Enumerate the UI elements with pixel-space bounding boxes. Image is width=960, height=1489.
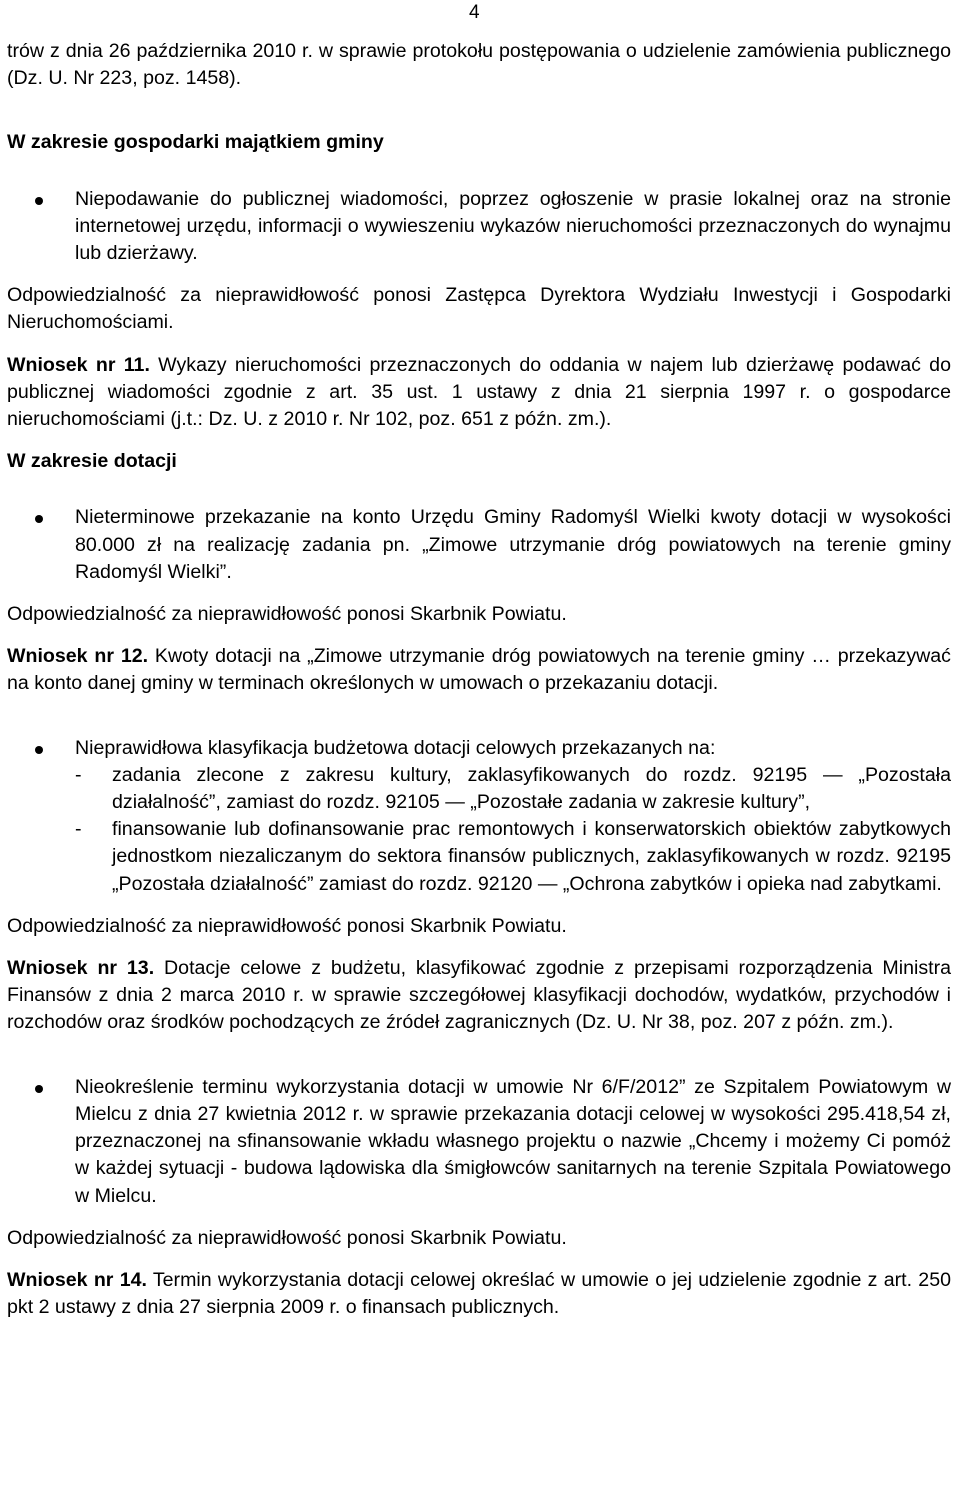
intro-paragraph: trów z dnia 26 października 2010 r. w sprawie protokołu postępowania o udzielenie zamówienia publicznego (Dz. U. Nr 223, poz. 1458). bbox=[7, 40, 951, 90]
responsibility-paragraph: Odpowiedzialność za nieprawidłowość ponosi Skarbnik Powiatu. bbox=[7, 603, 567, 626]
list-item bbox=[7, 504, 951, 586]
bullet-list bbox=[7, 186, 951, 268]
recommendation-text: Dotacje celowe z budżetu, klasyfikować zgodnie z przepisami rozporządzenia Ministra Finansów z dnia 2 marca 2010 r. w sprawie szczegółowej klasyfikacji dochodów, wydatków, przychodów i rozchodów oraz środków pochodzących ze źródeł zagranicznych (Dz. U. Nr 38, poz. 207 z późn. zm.). bbox=[7, 957, 951, 1034]
bullet-text: Nieprawidłowa klasyfikacja budżetowa dotacji celowych przekazanych na: bbox=[75, 736, 716, 759]
bullet-list bbox=[7, 735, 951, 898]
responsibility-paragraph: Odpowiedzialność za nieprawidłowość ponosi Skarbnik Powiatu. bbox=[7, 1226, 567, 1249]
dash-marker: - bbox=[75, 818, 82, 841]
dash-item-text: zadania zlecone z zakresu kultury, zaklasyfikowanych do rozdz. 92195 — „Pozostała działalność”, zamiast do rozdz. 92105 — „Pozostałe zadania w zakresie kultury”, bbox=[112, 763, 951, 814]
bullet-text: Niepodawanie do publicznej wiadomości, poprzez ogłoszenie w prasie lokalnej oraz na stronie internetowej urzędu, informacji o wywieszeniu wykazów nieruchomości przeznaczonych do wynajmu lub dzierżawy. bbox=[75, 187, 951, 265]
bullet-icon bbox=[35, 746, 43, 754]
recommendation-paragraph bbox=[7, 1267, 951, 1321]
recommendation-label: Wniosek nr 14. bbox=[7, 1268, 147, 1291]
bullet-text: Nieterminowe przekazanie na konto Urzędu Gminy Radomyśl Wielki kwoty dotacji w wysokości 80.000 zł na realizację zadania pn. „Zimowe utrzymanie dróg powiatowych na terenie gminy Radomyśl Wielki”. bbox=[75, 506, 951, 583]
recommendation-paragraph bbox=[7, 352, 951, 434]
list-item bbox=[7, 1074, 951, 1210]
recommendation-text: Kwoty dotacji na „Zimowe utrzymanie dróg powiatowych na terenie gminy … przekazywać na konto danej gminy w terminach określonych w umowach o przekazaniu dotacji. bbox=[7, 645, 951, 695]
section-heading-dotacje: W zakresie dotacji bbox=[7, 450, 177, 473]
recommendation-label: Wniosek nr 11. bbox=[7, 353, 150, 376]
list-item bbox=[7, 735, 951, 762]
bullet-icon bbox=[35, 515, 43, 523]
recommendation-paragraph bbox=[7, 643, 951, 697]
section-heading-gospodarka: W zakresie gospodarki majątkiem gminy bbox=[7, 131, 384, 154]
document-body bbox=[7, 38, 951, 1321]
list-item bbox=[7, 186, 951, 268]
bullet-icon bbox=[35, 1085, 43, 1093]
recommendation-text: Termin wykorzystania dotacji celowej określać w umowie o jej udzielenie zgodnie z art. 250 pkt 2 ustawy z dnia 27 sierpnia 2009 r. o finansach publicznych. bbox=[7, 1268, 951, 1319]
page-number: 4 bbox=[469, 2, 480, 23]
bullet-icon bbox=[35, 197, 43, 205]
dash-marker: - bbox=[75, 763, 82, 786]
bullet-list bbox=[7, 504, 951, 586]
recommendation-paragraph bbox=[7, 955, 951, 1037]
responsibility-paragraph: Odpowiedzialność za nieprawidłowość ponosi Skarbnik Powiatu. bbox=[7, 914, 567, 937]
responsibility-paragraph: Odpowiedzialność za nieprawidłowość ponosi Zastępca Dyrektora Wydziału Inwestycji i Gospodarki Nieruchomościami. bbox=[7, 284, 951, 334]
dash-item-text: finansowanie lub dofinansowanie prac remontowych i konserwatorskich obiektów zabytkowych jednostkom niezaliczanym do sektora finansów publicznych, zaklasyfikowanych w rozdz. 92195 „Pozostała działalność” zamiast do rozdz. 92120 — „Ochrona zabytków i opieka nad zabytkami. bbox=[112, 818, 951, 895]
recommendation-label: Wniosek nr 13. bbox=[7, 957, 155, 980]
recommendation-text: Wykazy nieruchomości przeznaczonych do oddania w najem lub dzierżawę podawać do publicznej wiadomości zgodnie z art. 35 ust. 1 ustawy z dnia 21 sierpnia 1997 r. o gospodarce nieruchomościami (j.t.: Dz. U. z 2010 r. Nr 102, poz. 651 z późn. zm.). bbox=[7, 353, 951, 431]
bullet-text: Nieokreślenie terminu wykorzystania dotacji w umowie Nr 6/F/2012” ze Szpitalem Powiatowym w Mielcu z dnia 27 kwietnia 2012 r. w sprawie przekazania dotacji celowej w wysokości 295.418,54 zł, przeznaczonej na sfinansowanie wkładu własnego projektu o nazwie „Chcemy i możemy Ci pomóż w każdej sytuacji - budowa lądowiska dla śmigłowców sanitarnych na terenie Szpitala Powiatowego w Mielcu. bbox=[75, 1075, 951, 1207]
dash-list-item bbox=[7, 816, 951, 898]
bullet-list bbox=[7, 1074, 951, 1210]
recommendation-label: Wniosek nr 12. bbox=[7, 645, 149, 668]
dash-list-item bbox=[7, 762, 951, 816]
